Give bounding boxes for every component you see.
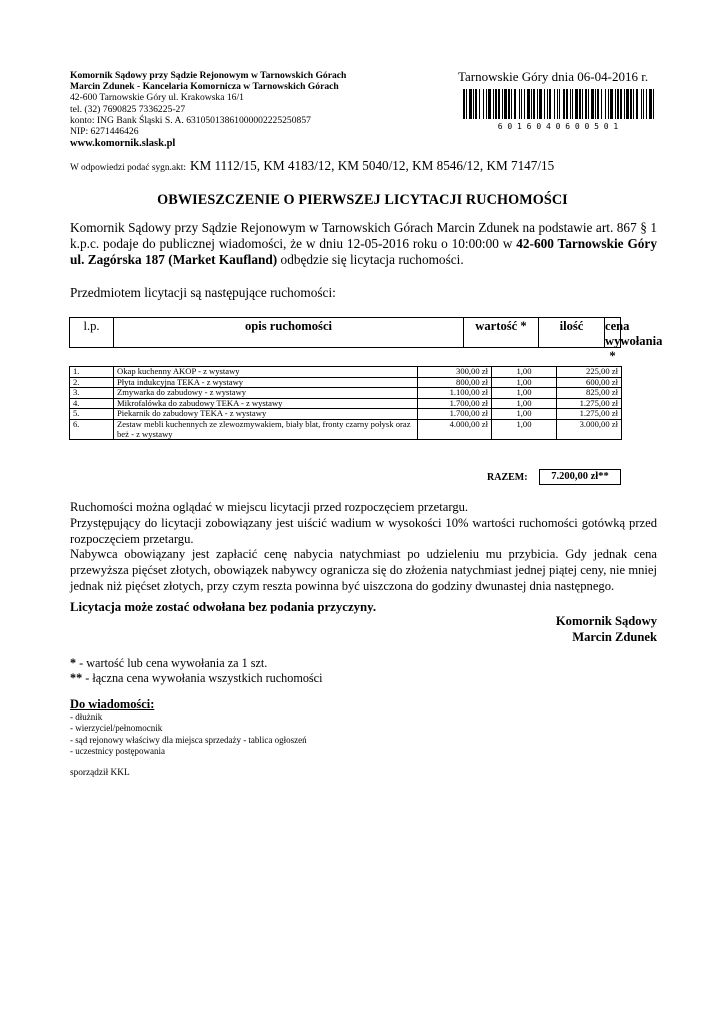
distribution-item: - uczestnicy postępowania <box>70 745 165 756</box>
barcode-bar <box>554 89 555 119</box>
barcode-bar <box>511 89 512 119</box>
row-lp: 5. <box>70 409 114 420</box>
table-row <box>70 419 622 439</box>
document-title: OBWIESZCZENIE O PIERWSZEJ LICYTACJI RUCHOMOŚCI <box>157 192 568 208</box>
header-price-line2: wywołania * <box>605 334 663 363</box>
office-website: www.komornik.slask.pl <box>70 138 176 150</box>
row-lp: 2. <box>70 377 114 388</box>
barcode-bar <box>495 89 497 119</box>
barcode-bar <box>514 89 516 119</box>
intro-tail: odbędzie się licytacja ruchomości. <box>277 252 464 267</box>
distribution-item: - dłużnik <box>70 712 103 722</box>
barcode-bar <box>626 89 629 119</box>
office-account: konto: ING Bank Śląski S. A. 63105013861000002225250857 <box>70 114 311 126</box>
barcode <box>463 89 654 131</box>
barcode-bar <box>608 89 609 119</box>
row-description: Mikrofalówka do zabudowy TEKA - z wystawy <box>114 398 418 409</box>
barcode-bar <box>533 89 535 119</box>
row-value: 1.700,00 zł <box>418 409 492 420</box>
barcode-bar <box>575 89 578 119</box>
barcode-bar <box>630 89 632 119</box>
office-address: 42-600 Tarnowskie Góry ul. Krakowska 16/1 <box>70 92 244 104</box>
row-quantity: 1,00 <box>492 377 557 388</box>
row-value: 1.100,00 zł <box>418 388 492 399</box>
terms-section <box>70 500 657 595</box>
row-value: 1.700,00 zł <box>418 398 492 409</box>
barcode-bar <box>531 89 532 119</box>
barcode-bar <box>488 89 491 119</box>
subject-line: Przedmiotem licytacji są następujące ruchomości: <box>70 285 336 300</box>
barcode-bar <box>610 89 613 119</box>
case-reference-label: W odpowiedzi podać sygn.akt: <box>70 163 186 173</box>
office-header <box>70 70 346 149</box>
row-quantity: 1,00 <box>492 367 557 378</box>
distribution-item: - sąd rejonowy właściwy dla miejsca sprzedaży - tablica ogłoszeń <box>70 734 307 745</box>
barcode-bar <box>498 89 500 119</box>
row-description: Zestaw mebli kuchennych ze zlewozmywakiem, biały blat, fronty czarny połysk oraz beż - z wystawy <box>114 419 418 439</box>
barcode-bar <box>475 89 477 119</box>
distribution-list <box>70 697 307 757</box>
auction-location: 42-600 Tarnowskie Góry ul. Zagórska 187 (Market Kaufland) <box>70 236 657 267</box>
row-price: 1.275,00 zł <box>557 409 622 420</box>
barcode-bar <box>601 89 602 119</box>
row-description: Płyta indukcyjna TEKA - z wystawy <box>114 377 418 388</box>
distribution-heading: Do wiadomości: <box>70 697 155 711</box>
prepared-by: sporządził KKL <box>70 768 130 778</box>
table-row <box>70 409 622 420</box>
barcode-bar <box>585 89 587 119</box>
barcode-bar <box>557 89 558 119</box>
barcode-bar <box>463 89 465 119</box>
barcode-bar <box>547 89 548 119</box>
barcode-bar <box>486 89 487 119</box>
barcode-bar <box>504 89 507 119</box>
barcode-bar <box>597 89 599 119</box>
row-description: Zmywarka do zabudowy - z wystawy <box>114 388 418 399</box>
row-quantity: 1,00 <box>492 419 557 439</box>
row-price: 825,00 zł <box>557 388 622 399</box>
barcode-bar <box>466 89 467 119</box>
case-numbers: KM 1112/15, KM 4183/12, KM 5040/12, KM 8546/12, KM 7147/15 <box>189 158 555 173</box>
barcode-bar <box>473 89 474 119</box>
row-quantity: 1,00 <box>492 398 557 409</box>
total-label: RAZEM: <box>487 472 528 483</box>
footnotes <box>70 656 322 686</box>
table-row <box>70 388 622 399</box>
barcode-bar <box>563 89 565 119</box>
barcode-bar <box>559 89 560 119</box>
footnote-2-text: - łączna cena wywołania wszystkich ruchomości <box>82 671 323 685</box>
barcode-bar <box>591 89 594 119</box>
table-header <box>69 317 663 363</box>
footnote-1-text: - wartość lub cena wywołania za 1 szt. <box>76 656 268 670</box>
barcode-bar <box>493 89 494 119</box>
barcode-bar <box>605 89 606 119</box>
items-table <box>69 366 622 440</box>
barcode-bar <box>624 89 625 119</box>
barcode-bar <box>479 89 480 119</box>
intro-text: Komornik Sądowy przy Sądzie Rejonowym w Tarnowskich Górach Marcin Zdunek na podstawie art. 867 § 1 k.p.c. podaje do publicznej wiadomości, że w dniu 12-05-2016 roku o 10:00:00 w <box>70 220 657 251</box>
place-date: Tarnowskie Góry dnia 06-04-2016 r. <box>458 69 649 84</box>
table-row <box>70 398 622 409</box>
barcode-bar <box>524 89 525 119</box>
barcode-bar <box>539 89 542 119</box>
barcode-bar <box>521 89 522 119</box>
table-row <box>70 377 622 388</box>
barcode-bars <box>463 89 654 131</box>
barcode-bar <box>641 89 642 119</box>
footnote-1 <box>70 656 322 671</box>
row-lp: 4. <box>70 398 114 409</box>
table-row <box>70 367 622 378</box>
barcode-bar <box>579 89 581 119</box>
row-price: 225,00 zł <box>557 367 622 378</box>
barcode-bar <box>549 89 551 119</box>
barcode-bar <box>617 89 619 119</box>
barcode-bar <box>566 89 568 119</box>
row-price: 1.275,00 zł <box>557 398 622 409</box>
barcode-bar <box>653 89 654 119</box>
case-reference <box>70 157 554 175</box>
row-value: 4.000,00 zł <box>418 419 492 439</box>
signature-block <box>556 613 657 645</box>
office-bailiff: Marcin Zdunek - Kancelaria Komornicza w Tarnowskich Górach <box>70 81 339 93</box>
barcode-bar <box>646 89 647 119</box>
header-price <box>605 318 663 363</box>
barcode-bar <box>483 89 484 119</box>
row-description: Okap kuchenny AKOP - z wystawy <box>114 367 418 378</box>
barcode-bar <box>519 89 520 119</box>
barcode-bar <box>615 89 616 119</box>
row-lp: 6. <box>70 419 114 439</box>
footnote-1-mark: * <box>70 656 77 670</box>
payment-note: Nabywca obowiązany jest zapłacić cenę nabycia natychmiast po udzieleniu mu przybicia. Gdy jednak cena przewyższa pięćset złotych, obowiązek nabywcy ogranicza się do złożenia natychmiast jednej piątej ceny, nie mniej jednak niż pięćset złotych, przy czym reszta powinna być uiszczona do godziny dwunastej dnia następnego. <box>70 547 657 593</box>
footnote-2 <box>70 671 322 686</box>
row-price: 600,00 zł <box>557 377 622 388</box>
viewing-note: Ruchomości można oglądać w miejscu licytacji przed rozpoczęciem przetargu. <box>70 500 469 514</box>
barcode-bar <box>649 89 652 119</box>
intro-paragraph <box>70 220 657 268</box>
barcode-bar <box>544 89 545 119</box>
row-description: Piekarnik do zabudowy TEKA - z wystawy <box>114 409 418 420</box>
total-value: 7.200,00 zł** <box>539 469 621 485</box>
barcode-bar <box>620 89 622 119</box>
signature-name: Marcin Zdunek <box>572 630 657 644</box>
office-phone: tel. (32) 7690825 7336225-27 <box>70 103 186 115</box>
barcode-bar <box>588 89 589 119</box>
barcode-bar <box>508 89 510 119</box>
barcode-bar <box>570 89 571 119</box>
header-value: wartość * <box>464 318 539 347</box>
deposit-note: Przystępujący do licytacji zobowiązany jest uiścić wadium w wysokości 10% wartości ruchomości gotówką przed rozpoczęciem przetargu. <box>70 515 657 546</box>
barcode-bar <box>537 89 538 119</box>
barcode-digits: 6 0 1 6 0 4 0 6 0 0 5 0 1 <box>497 122 619 131</box>
barcode-bar <box>527 89 530 119</box>
office-name: Komornik Sądowy przy Sądzie Rejonowym w Tarnowskich Górach <box>70 70 347 81</box>
row-value: 800,00 zł <box>418 377 492 388</box>
header-quantity: ilość <box>539 318 605 347</box>
barcode-bar <box>636 89 638 119</box>
row-quantity: 1,00 <box>492 388 557 399</box>
header-price-line1: cena <box>605 319 630 333</box>
office-nip: NIP: 6271446426 <box>70 126 139 138</box>
header-description: opis ruchomości <box>114 318 464 347</box>
barcode-bar <box>469 89 472 119</box>
row-lp: 1. <box>70 367 114 378</box>
row-quantity: 1,00 <box>492 409 557 420</box>
cancellation-note: Licytacja może zostać odwołana bez podania przyczyny. <box>70 600 377 614</box>
row-value: 300,00 zł <box>418 367 492 378</box>
barcode-bar <box>595 89 596 119</box>
barcode-bar <box>502 89 503 119</box>
footnote-2-mark: ** <box>70 671 83 685</box>
barcode-bar <box>643 89 644 119</box>
distribution-item: - wierzyciel/pełnomocnik <box>70 723 163 734</box>
barcode-bar <box>633 89 634 119</box>
signature-title: Komornik Sądowy <box>555 614 657 628</box>
row-price: 3.000,00 zł <box>557 419 622 439</box>
row-lp: 3. <box>70 388 114 399</box>
barcode-bar <box>582 89 583 119</box>
barcode-bar <box>572 89 573 119</box>
header-lp: l.p. <box>70 318 114 347</box>
